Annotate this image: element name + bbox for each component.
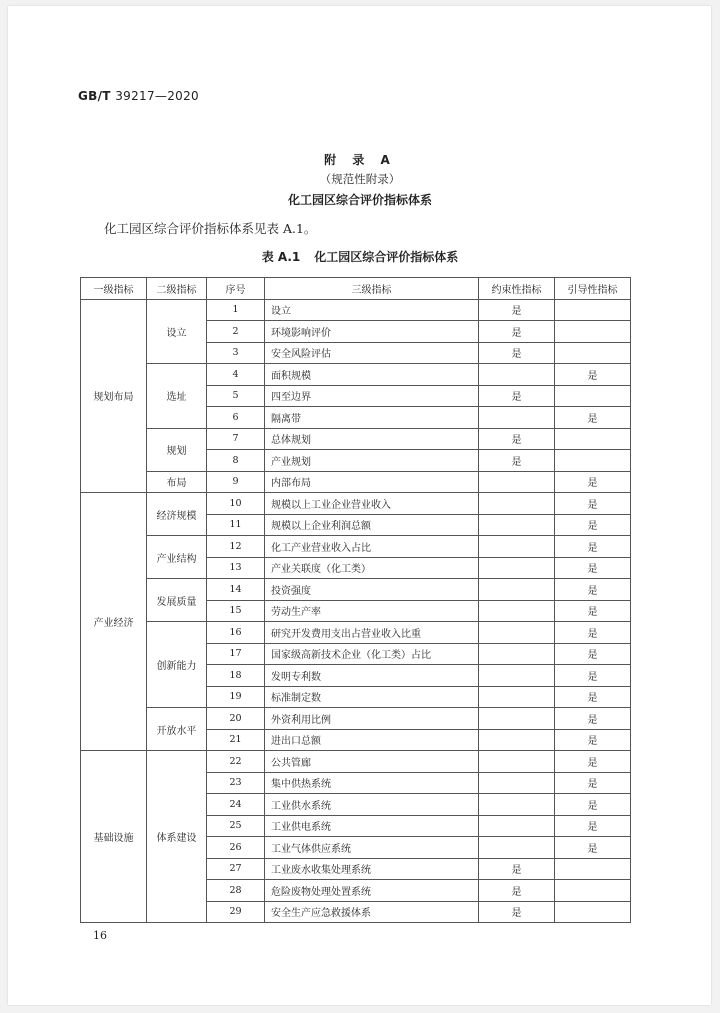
level1-cell: 基础设施 <box>81 751 147 923</box>
constraint-cell <box>479 665 555 687</box>
serial-cell: 7 <box>207 428 265 450</box>
level3-cell: 内部布局 <box>265 471 479 493</box>
level1-cell: 产业经济 <box>81 493 147 751</box>
constraint-cell: 是 <box>479 321 555 343</box>
constraint-cell <box>479 794 555 816</box>
table-row <box>81 471 631 493</box>
level2-cell: 发展质量 <box>147 579 207 622</box>
constraint-cell <box>479 514 555 536</box>
serial-cell: 11 <box>207 514 265 536</box>
constraint-cell <box>479 407 555 429</box>
level3-cell: 安全风险评估 <box>265 342 479 364</box>
indicator-table <box>80 277 631 923</box>
table-caption-label: 表 A.1 <box>261 250 301 264</box>
serial-cell: 23 <box>207 772 265 794</box>
level2-cell: 布局 <box>147 471 207 493</box>
constraint-cell: 是 <box>479 901 555 923</box>
level3-cell: 危险废物处理处置系统 <box>265 880 479 902</box>
guide-cell: 是 <box>555 622 631 644</box>
standard-id <box>78 89 199 103</box>
level3-cell: 规模以上企业利润总额 <box>265 514 479 536</box>
constraint-cell <box>479 837 555 859</box>
table-row <box>81 536 631 558</box>
constraint-cell <box>479 751 555 773</box>
guide-cell: 是 <box>555 557 631 579</box>
serial-cell: 29 <box>207 901 265 923</box>
constraint-cell: 是 <box>479 880 555 902</box>
guide-cell <box>555 385 631 407</box>
level2-cell: 创新能力 <box>147 622 207 708</box>
guide-cell <box>555 428 631 450</box>
constraint-cell <box>479 686 555 708</box>
level3-cell: 工业供水系统 <box>265 794 479 816</box>
serial-cell: 13 <box>207 557 265 579</box>
guide-cell <box>555 858 631 880</box>
level3-cell: 产业关联度（化工类） <box>265 557 479 579</box>
table-caption <box>0 248 720 265</box>
level1-cell: 规划布局 <box>81 299 147 493</box>
guide-cell: 是 <box>555 815 631 837</box>
serial-cell: 2 <box>207 321 265 343</box>
guide-cell <box>555 880 631 902</box>
level2-cell: 规划 <box>147 428 207 471</box>
constraint-cell: 是 <box>479 385 555 407</box>
guide-cell: 是 <box>555 643 631 665</box>
guide-cell: 是 <box>555 536 631 558</box>
constraint-cell <box>479 471 555 493</box>
serial-cell: 8 <box>207 450 265 472</box>
serial-cell: 9 <box>207 471 265 493</box>
appendix-title: 附 录 A <box>324 153 396 167</box>
level3-cell: 总体规划 <box>265 428 479 450</box>
serial-cell: 25 <box>207 815 265 837</box>
guide-cell <box>555 299 631 321</box>
constraint-cell: 是 <box>479 428 555 450</box>
guide-cell: 是 <box>555 708 631 730</box>
guide-cell: 是 <box>555 579 631 601</box>
table-row <box>81 751 631 773</box>
level3-cell: 产业规划 <box>265 450 479 472</box>
level3-cell: 四至边界 <box>265 385 479 407</box>
guide-cell <box>555 342 631 364</box>
header-level1: 一级指标 <box>81 278 147 300</box>
table-header-row <box>81 278 631 300</box>
level3-cell: 外资利用比例 <box>265 708 479 730</box>
serial-cell: 18 <box>207 665 265 687</box>
constraint-cell <box>479 815 555 837</box>
constraint-cell <box>479 364 555 386</box>
guide-cell: 是 <box>555 407 631 429</box>
serial-cell: 22 <box>207 751 265 773</box>
constraint-cell <box>479 579 555 601</box>
serial-cell: 24 <box>207 794 265 816</box>
level3-cell: 设立 <box>265 299 479 321</box>
level2-cell: 开放水平 <box>147 708 207 751</box>
level2-cell: 设立 <box>147 299 207 364</box>
header-level2: 二级指标 <box>147 278 207 300</box>
table-row <box>81 299 631 321</box>
page-number: 16 <box>93 929 107 942</box>
guide-cell: 是 <box>555 837 631 859</box>
level3-cell: 安全生产应急救援体系 <box>265 901 479 923</box>
level2-cell: 经济规模 <box>147 493 207 536</box>
guide-cell: 是 <box>555 493 631 515</box>
constraint-cell <box>479 729 555 751</box>
serial-cell: 20 <box>207 708 265 730</box>
level3-cell: 发明专利数 <box>265 665 479 687</box>
serial-cell: 16 <box>207 622 265 644</box>
serial-cell: 12 <box>207 536 265 558</box>
level3-cell: 国家级高新技术企业（化工类）占比 <box>265 643 479 665</box>
table-row <box>81 708 631 730</box>
guide-cell <box>555 450 631 472</box>
guide-cell <box>555 901 631 923</box>
serial-cell: 4 <box>207 364 265 386</box>
level3-cell: 工业供电系统 <box>265 815 479 837</box>
level3-cell: 劳动生产率 <box>265 600 479 622</box>
guide-cell: 是 <box>555 772 631 794</box>
level3-cell: 进出口总额 <box>265 729 479 751</box>
serial-cell: 19 <box>207 686 265 708</box>
serial-cell: 28 <box>207 880 265 902</box>
guide-cell: 是 <box>555 686 631 708</box>
guide-cell <box>555 321 631 343</box>
constraint-cell: 是 <box>479 342 555 364</box>
header-constraint: 约束性指标 <box>479 278 555 300</box>
serial-cell: 27 <box>207 858 265 880</box>
guide-cell: 是 <box>555 600 631 622</box>
standard-number: 39217—2020 <box>115 89 199 103</box>
appendix-note: （规范性附录） <box>319 172 401 186</box>
constraint-cell <box>479 493 555 515</box>
table-row <box>81 579 631 601</box>
constraint-cell <box>479 772 555 794</box>
level3-cell: 面积规模 <box>265 364 479 386</box>
header-level3: 三级指标 <box>265 278 479 300</box>
guide-cell: 是 <box>555 665 631 687</box>
serial-cell: 17 <box>207 643 265 665</box>
header-serial: 序号 <box>207 278 265 300</box>
constraint-cell <box>479 557 555 579</box>
constraint-cell <box>479 600 555 622</box>
level2-cell: 体系建设 <box>147 751 207 923</box>
appendix-subject: 化工园区综合评价指标体系 <box>287 193 432 207</box>
level3-cell: 标准制定数 <box>265 686 479 708</box>
table-row <box>81 428 631 450</box>
table-caption-title: 化工园区综合评价指标体系 <box>314 250 459 264</box>
serial-cell: 14 <box>207 579 265 601</box>
guide-cell: 是 <box>555 471 631 493</box>
constraint-cell <box>479 643 555 665</box>
serial-cell: 15 <box>207 600 265 622</box>
constraint-cell <box>479 536 555 558</box>
intro-paragraph: 化工园区综合评价指标体系见表 A.1。 <box>104 221 317 236</box>
guide-cell: 是 <box>555 364 631 386</box>
constraint-cell: 是 <box>479 858 555 880</box>
level3-cell: 环境影响评价 <box>265 321 479 343</box>
constraint-cell <box>479 622 555 644</box>
level3-cell: 规模以上工业企业营业收入 <box>265 493 479 515</box>
table-row <box>81 622 631 644</box>
constraint-cell: 是 <box>479 450 555 472</box>
level3-cell: 工业废水收集处理系统 <box>265 858 479 880</box>
constraint-cell <box>479 708 555 730</box>
header-guide: 引导性指标 <box>555 278 631 300</box>
serial-cell: 1 <box>207 299 265 321</box>
level3-cell: 研究开发费用支出占营业收入比重 <box>265 622 479 644</box>
constraint-cell: 是 <box>479 299 555 321</box>
serial-cell: 5 <box>207 385 265 407</box>
guide-cell: 是 <box>555 794 631 816</box>
table-body <box>81 299 631 923</box>
guide-cell: 是 <box>555 729 631 751</box>
level3-cell: 集中供热系统 <box>265 772 479 794</box>
serial-cell: 21 <box>207 729 265 751</box>
serial-cell: 26 <box>207 837 265 859</box>
level3-cell: 隔离带 <box>265 407 479 429</box>
table-row <box>81 493 631 515</box>
level3-cell: 公共管廊 <box>265 751 479 773</box>
level3-cell: 化工产业营业收入占比 <box>265 536 479 558</box>
serial-cell: 6 <box>207 407 265 429</box>
standard-code: GB/T <box>78 89 111 103</box>
serial-cell: 10 <box>207 493 265 515</box>
level2-cell: 产业结构 <box>147 536 207 579</box>
level3-cell: 工业气体供应系统 <box>265 837 479 859</box>
guide-cell: 是 <box>555 514 631 536</box>
level2-cell: 选址 <box>147 364 207 429</box>
serial-cell: 3 <box>207 342 265 364</box>
guide-cell: 是 <box>555 751 631 773</box>
level3-cell: 投资强度 <box>265 579 479 601</box>
table-row <box>81 364 631 386</box>
